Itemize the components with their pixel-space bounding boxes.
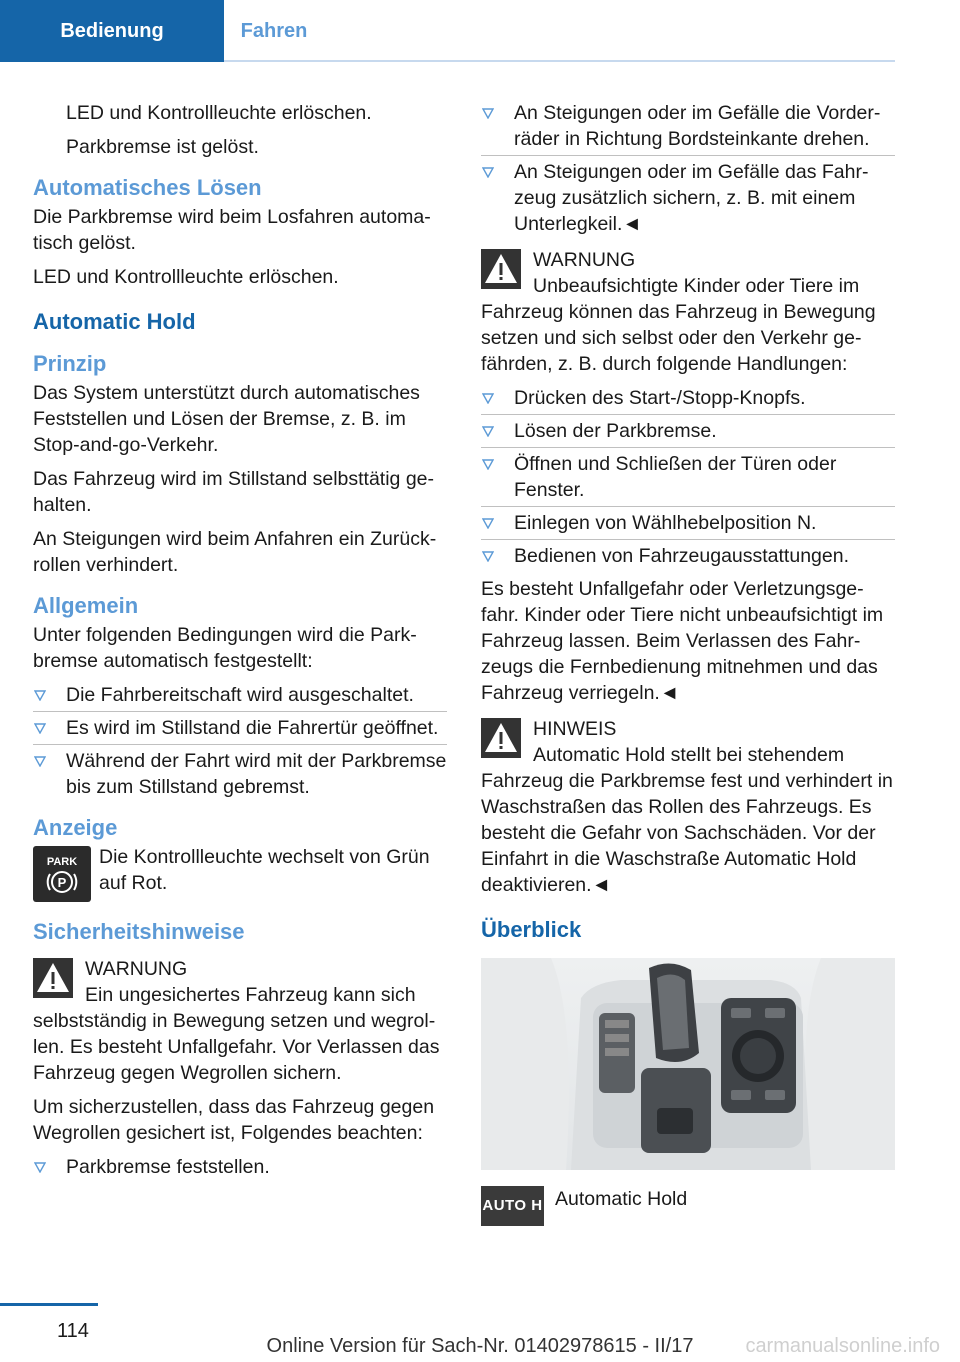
display-text: Die Kontrollleuchte wechselt von Grün auf Rot. bbox=[99, 846, 430, 894]
list-item: An Steigungen oder im Gefälle das Fahrzeug zusätzlich sichern, z. B. mit einem Unterlegkeil.◄ bbox=[481, 159, 895, 237]
triangle-bullet-icon bbox=[482, 159, 496, 185]
tab-bedienung[interactable]: Bedienung bbox=[0, 0, 224, 62]
list-item: An Steigungen oder im Gefälle die Vorderräder in Richtung Bordsteinkante drehen. bbox=[481, 100, 895, 152]
notice-triangle-icon bbox=[481, 718, 521, 758]
intro-text-2: Parkbremse ist gelöst. bbox=[66, 136, 259, 158]
heading-overview: Überblick bbox=[481, 917, 582, 942]
auto-hold-row bbox=[481, 1186, 895, 1230]
general-text: Unter folgenden Bedingungen wird die Parkbremse automatisch festgestellt: bbox=[33, 624, 417, 672]
secure-text: Um sicherzustellen, dass das Fahrzeug gegen Wegrollen gesichert ist, Folgendes beachten: bbox=[33, 1096, 435, 1144]
heading-safety: Sicherheitshinweise bbox=[33, 919, 245, 944]
right-column bbox=[481, 100, 895, 1230]
triangle-bullet-icon bbox=[34, 748, 48, 774]
left-column bbox=[33, 100, 447, 1187]
svg-text:PARK: PARK bbox=[46, 856, 78, 868]
triangle-bullet-icon bbox=[482, 543, 496, 569]
actions-list bbox=[481, 385, 895, 569]
list-item: Öffnen und Schließen der Türen oder Fenster. bbox=[481, 451, 895, 503]
warning-text: Unbeaufsichtigte Kinder oder Tiere im Fahrzeug können das Fahrzeug in Bewegung setzen und sich selbst oder den Verkehr gefährden, z. B. durch folgende Handlungen: bbox=[481, 275, 876, 375]
auto-hold-label: Automatic Hold bbox=[555, 1188, 688, 1210]
warning-triangle-icon bbox=[33, 958, 73, 998]
list-item: Es wird im Stillstand die Fahrertür geöffnet. bbox=[33, 715, 447, 741]
center-console-image bbox=[481, 958, 895, 1170]
triangle-bullet-icon bbox=[482, 510, 496, 536]
footer-accent-line bbox=[0, 1303, 98, 1306]
heading-principle: Prinzip bbox=[33, 351, 107, 376]
secure-list bbox=[33, 1154, 447, 1180]
intro-text-1: LED und Kontrollleuchte erlöschen. bbox=[66, 102, 372, 124]
online-version-note: Online Version für Sach-Nr. 01402978615 - II/17 bbox=[266, 1335, 694, 1357]
triangle-bullet-icon bbox=[482, 385, 496, 411]
heading-automatic-release: Automatisches Lösen bbox=[33, 175, 262, 200]
notice-block bbox=[481, 716, 895, 898]
header-divider bbox=[224, 60, 895, 62]
display-row bbox=[33, 844, 447, 904]
principle-text-2: Das Fahrzeug wird im Stillstand selbsttätig gehalten. bbox=[33, 468, 435, 516]
triangle-bullet-icon bbox=[482, 100, 496, 126]
warning-title: WARNUNG bbox=[85, 958, 188, 980]
warning-triangle-icon bbox=[481, 249, 521, 289]
slope-list bbox=[481, 100, 895, 237]
warning-block bbox=[33, 956, 447, 1086]
auto-hold-button-icon: AUTO H bbox=[481, 1186, 544, 1226]
heading-general: Allgemein bbox=[33, 593, 139, 618]
list-item: Einlegen von Wählhebelposition N. bbox=[481, 510, 895, 536]
triangle-bullet-icon bbox=[34, 1154, 48, 1180]
chapter-tabs bbox=[0, 0, 895, 62]
list-item: Die Fahrbereitschaft wird ausgeschaltet. bbox=[33, 682, 447, 708]
page-number: 114 bbox=[57, 1320, 89, 1342]
triangle-bullet-icon bbox=[482, 418, 496, 444]
list-item: Während der Fahrt wird mit der Parkbremse bis zum Stillstand gebremst. bbox=[33, 748, 447, 800]
park-brake-indicator-icon bbox=[33, 846, 91, 902]
warning-title: WARNUNG bbox=[533, 249, 636, 271]
list-item: Lösen der Parkbremse. bbox=[481, 418, 895, 444]
triangle-bullet-icon bbox=[34, 715, 48, 741]
list-item: Parkbremse feststellen. bbox=[33, 1154, 447, 1180]
principle-text-1: Das System unterstützt durch automatisches Feststellen und Lösen der Bremse, z. B. im Stop-and-go-Verkehr. bbox=[33, 382, 420, 456]
watermark: carmanualsonline.info bbox=[745, 1335, 940, 1357]
heading-display: Anzeige bbox=[33, 815, 118, 840]
risk-text: Es besteht Unfallgefahr oder Verletzungsgefahr. Kinder oder Tiere nicht unbeaufsichtigt im Fahrzeug lassen. Beim Verlassen des Fahrzeugs die Fernbedienung mitnehmen und das Fahrzeug verriegeln.◄ bbox=[481, 578, 884, 704]
svg-text:P: P bbox=[57, 875, 67, 890]
tab-fahren[interactable]: Fahren bbox=[240, 20, 308, 42]
list-item: Drücken des Start-/Stopp-Knopfs. bbox=[481, 385, 895, 411]
list-item: Bedienen von Fahrzeugausstattungen. bbox=[481, 543, 895, 569]
auto-release-text-2: LED und Kontrollleuchte erlöschen. bbox=[33, 266, 339, 288]
general-conditions-list bbox=[33, 682, 447, 800]
heading-automatic-hold: Automatic Hold bbox=[33, 309, 196, 334]
warning-block-children bbox=[481, 247, 895, 377]
notice-title: HINWEIS bbox=[533, 718, 617, 740]
triangle-bullet-icon bbox=[34, 682, 48, 708]
auto-release-text-1: Die Parkbremse wird beim Losfahren automatisch gelöst. bbox=[33, 206, 431, 254]
triangle-bullet-icon bbox=[482, 451, 496, 477]
principle-text-3: An Steigungen wird beim Anfahren ein Zurückrollen verhindert. bbox=[33, 528, 437, 576]
notice-text: Automatic Hold stellt bei stehendem Fahrzeug die Parkbremse fest und verhindert in Waschstraßen das Rollen des Fahrzeugs. Es besteht die Gefahr von Sachschäden. Vor der Einfahrt in die Waschstraße Automatic Hold deaktivieren.◄ bbox=[481, 744, 893, 896]
warning-text: Ein ungesichertes Fahrzeug kann sich selbstständig in Bewegung setzen und wegrollen. Es besteht Unfallgefahr. Vor Verlassen das Fahrzeug gegen Wegrollen sichern. bbox=[33, 984, 440, 1084]
